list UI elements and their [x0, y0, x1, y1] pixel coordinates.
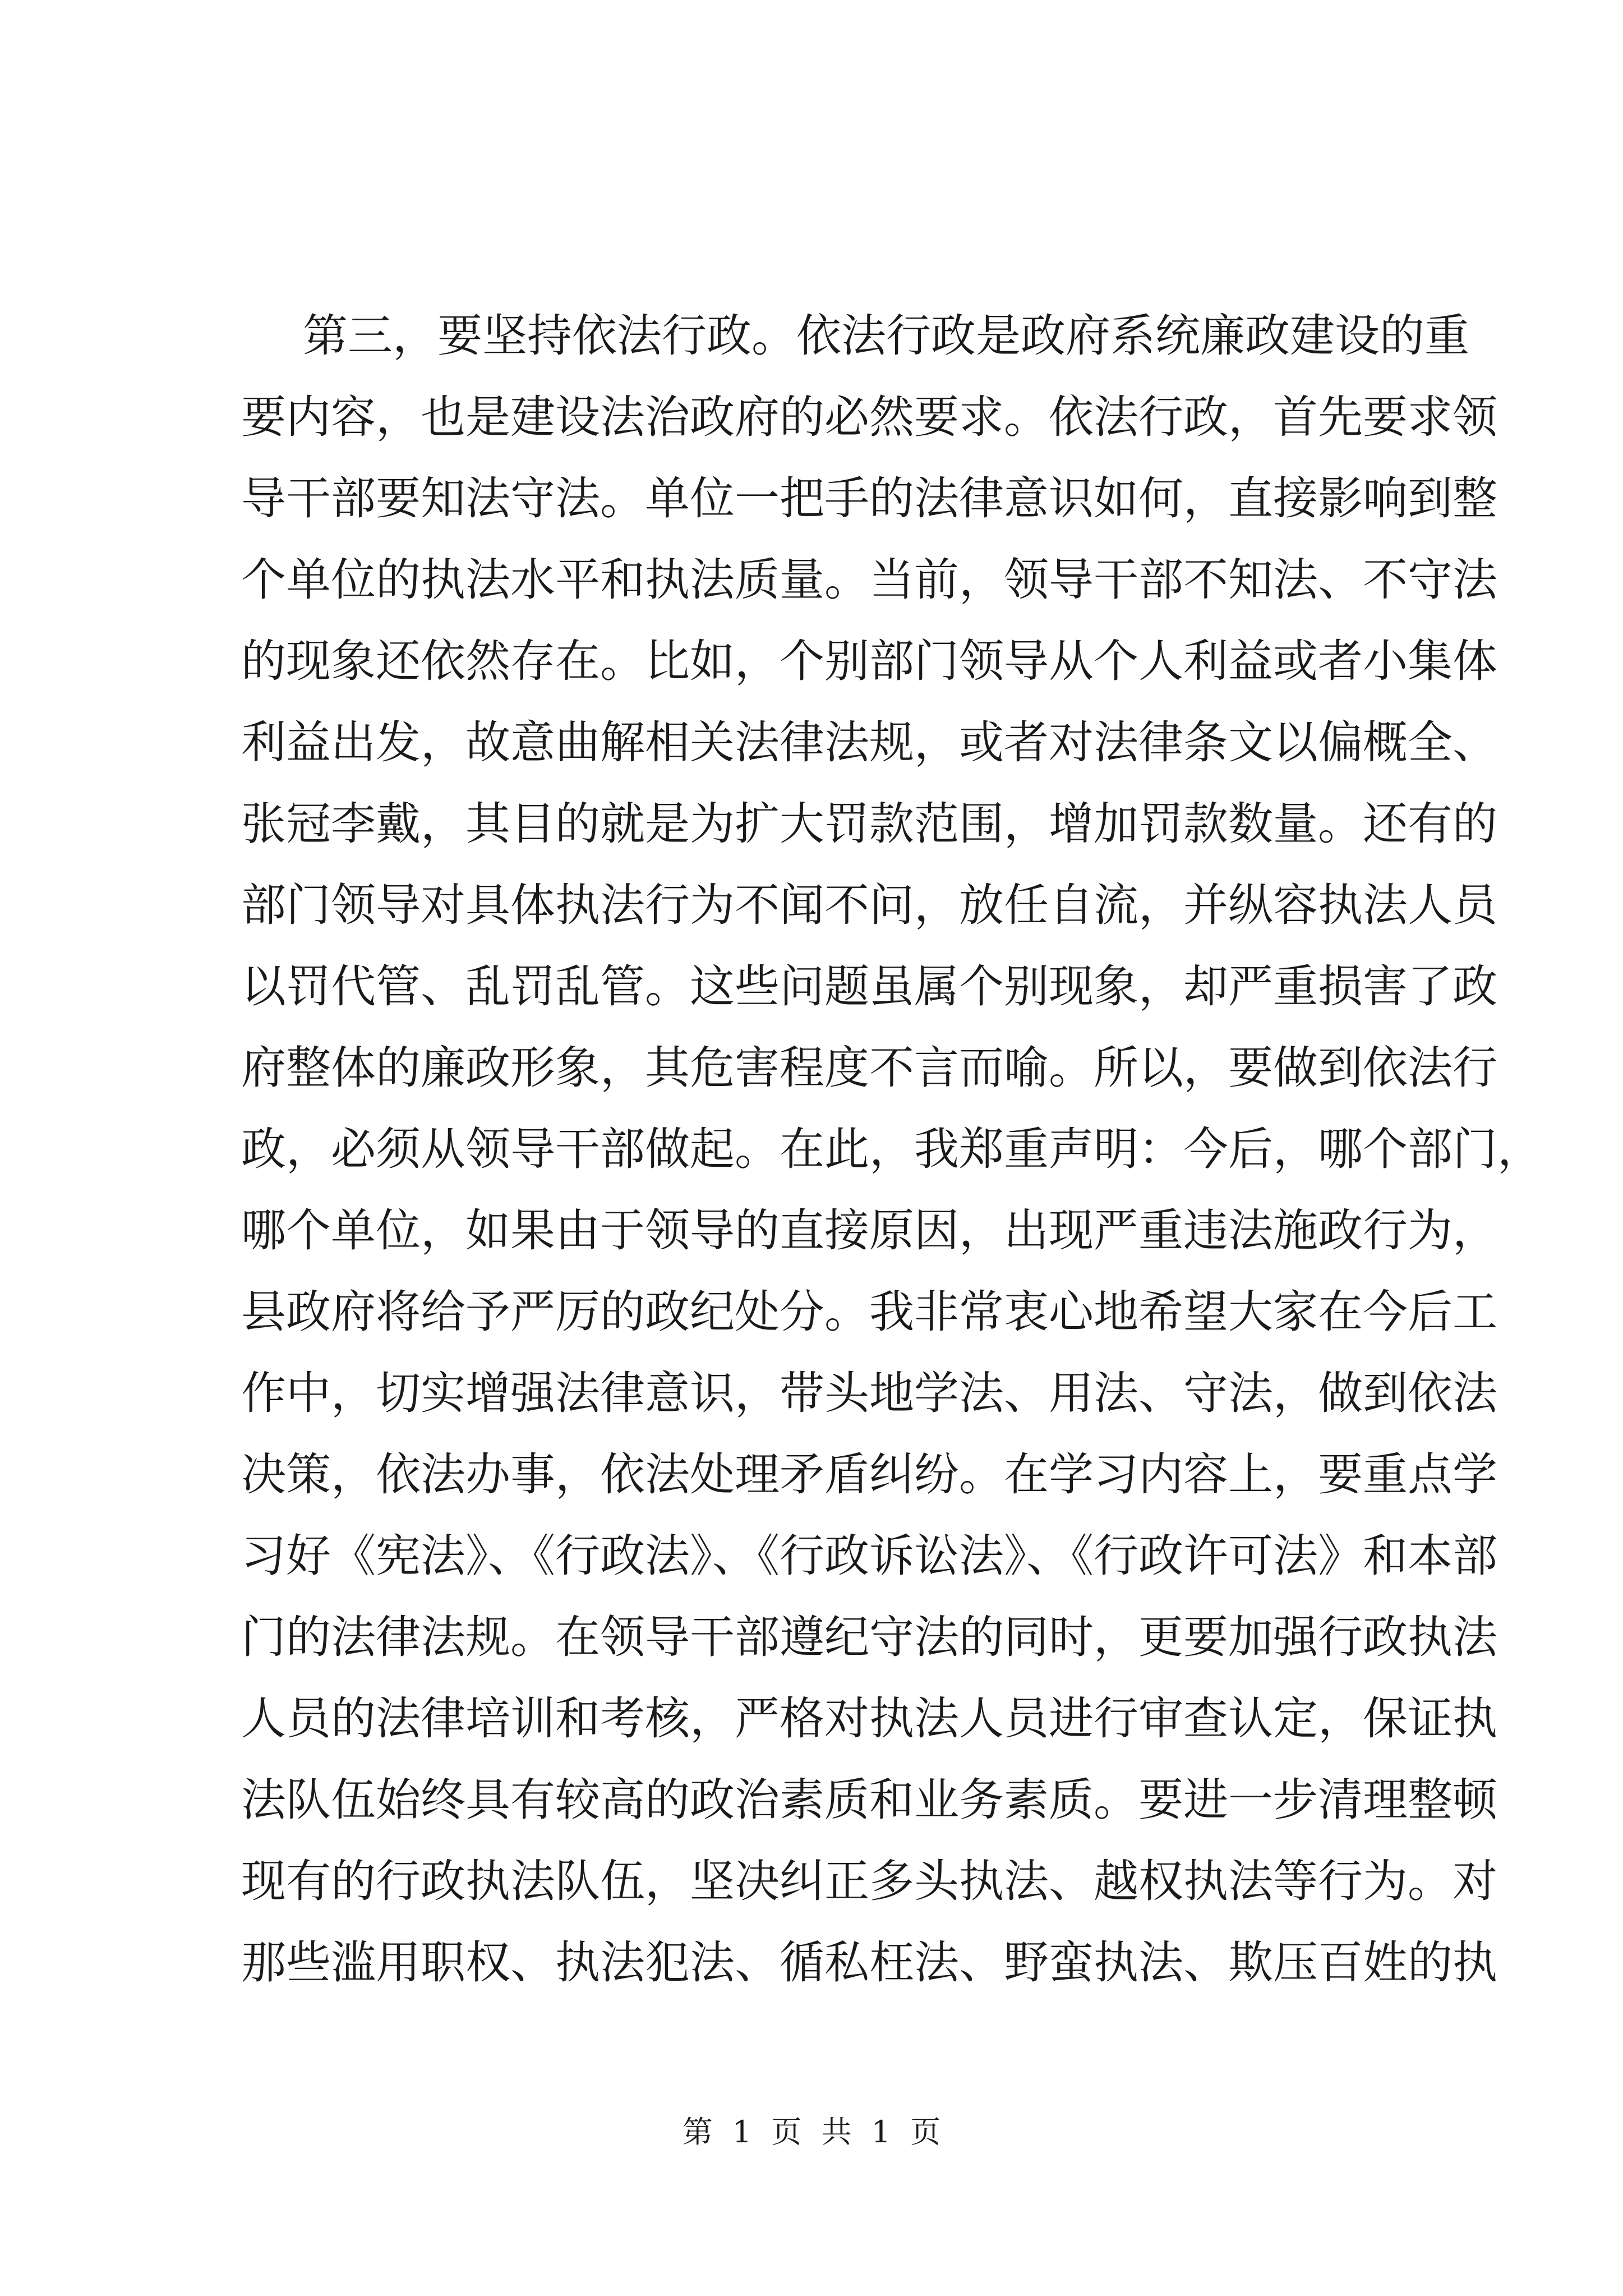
paragraph-line: 门的法律法规。在领导干部遵纪守法的同时，更要加强行政执法: [241, 1611, 1497, 1663]
paragraph-line: 要内容，也是建设法治政府的必然要求。依法行政，首先要求领: [241, 391, 1497, 443]
paragraph-line: 第三，要坚持依法行政。依法行政是政府系统廉政建设的重: [303, 310, 1469, 362]
paragraph-line: 部门领导对具体执法行为不闻不问，放任自流，并纵容执法人员: [241, 879, 1497, 931]
paragraph-line: 利益出发，故意曲解相关法律法规，或者对法律条文以偏概全、: [241, 716, 1497, 769]
paragraph-line: 作中，切实增强法律意识，带头地学法、用法、守法，做到依法: [241, 1367, 1497, 1419]
paragraph-line: 张冠李戴，其目的就是为扩大罚款范围，增加罚款数量。还有的: [241, 798, 1497, 850]
paragraph-line: 的现象还依然存在。比如，个别部门领导从个人利益或者小集体: [241, 635, 1497, 687]
paragraph-line: 导干部要知法守法。单位一把手的法律意识如何，直接影响到整: [241, 472, 1497, 524]
paragraph-line: 法队伍始终具有较高的政治素质和业务素质。要进一步清理整顿: [241, 1774, 1497, 1826]
paragraph-line: 人员的法律培训和考核，严格对执法人员进行审查认定，保证执: [241, 1692, 1497, 1745]
paragraph-line: 习好《宪法》、《行政法》、《行政诉讼法》、《行政许可法》和本部: [241, 1530, 1497, 1582]
paragraph-line: 现有的行政执法队伍，坚决纠正多头执法、越权执法等行为。对: [241, 1855, 1497, 1907]
paragraph-line: 县政府将给予严厉的政纪处分。我非常衷心地希望大家在今后工: [241, 1286, 1497, 1338]
paragraph-line: 那些滥用职权、执法犯法、循私枉法、野蛮执法、欺压百姓的执: [241, 1936, 1497, 1989]
paragraph-line: 以罚代管、乱罚乱管。这些问题虽属个别现象，却严重损害了政: [241, 960, 1497, 1013]
page-number-footer: 第 1 页 共 1 页: [682, 2114, 941, 2150]
paragraph-line: 政，必须从领导干部做起。在此，我郑重声明：今后，哪个部门，: [241, 1123, 1542, 1175]
paragraph-line: 个单位的执法水平和执法质量。当前，领导干部不知法、不守法: [241, 554, 1497, 606]
paragraph-line: 决策，依法办事，依法处理矛盾纠纷。在学习内容上，要重点学: [241, 1448, 1497, 1501]
document-body: [241, 295, 1542, 2003]
paragraph-line: 哪个单位，如果由于领导的直接原因，出现严重违法施政行为，: [241, 1204, 1497, 1257]
paragraph-line: 府整体的廉政形象，其危害程度不言而喻。所以，要做到依法行: [241, 1042, 1497, 1094]
